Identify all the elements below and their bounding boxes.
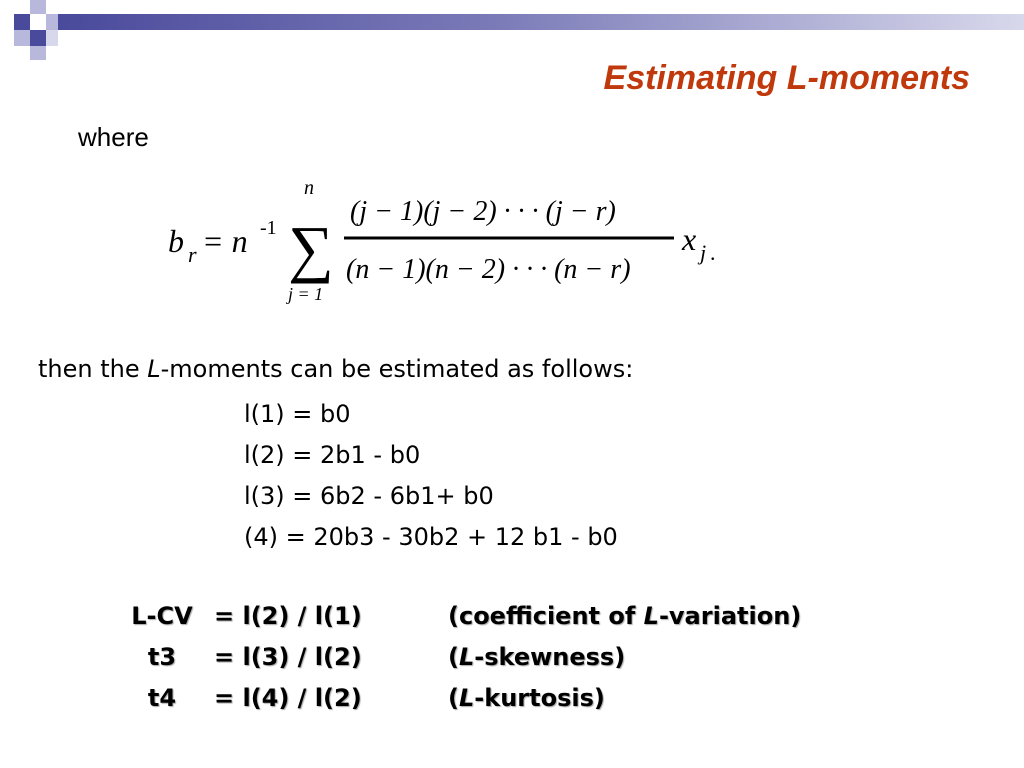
fraction-denominator: (n − 1)(n − 2) · · · (n − r) bbox=[346, 254, 631, 285]
decor-square bbox=[46, 14, 58, 30]
sum-upper-limit: n bbox=[304, 177, 314, 199]
br-formula bbox=[160, 176, 740, 316]
ratio-expression: = l(2) / l(1) bbox=[214, 602, 362, 630]
formula-x: x bbox=[682, 221, 697, 257]
ratio-expression: = l(4) / l(2) bbox=[214, 684, 362, 712]
ratio-name: L-CV bbox=[131, 602, 193, 630]
decor-square bbox=[30, 46, 46, 60]
header-gradient-bar bbox=[58, 14, 1024, 30]
intro-italic-l: L bbox=[147, 355, 161, 383]
formula-x-sub: j bbox=[700, 240, 707, 265]
decor-square bbox=[30, 30, 46, 46]
ratio-row-t4 bbox=[126, 678, 846, 719]
sum-symbol: ∑ bbox=[288, 213, 334, 284]
ratio-description: (coefficient of L-variation) bbox=[448, 602, 802, 630]
ratio-name: t4 bbox=[147, 684, 177, 712]
formula-period: . bbox=[710, 240, 716, 265]
ratio-row-t3 bbox=[126, 637, 846, 678]
formula-lhs: b bbox=[168, 223, 184, 259]
equation-l4: (4) = 20b3 - 30b2 + 12 b1 - b0 bbox=[244, 523, 618, 551]
where-label: where bbox=[78, 122, 149, 152]
intro-text-after: -moments can be estimated as follows: bbox=[160, 355, 634, 383]
formula-exponent: -1 bbox=[260, 217, 277, 239]
l-moment-equations bbox=[244, 394, 618, 558]
slide-title: Estimating L-moments bbox=[603, 59, 970, 97]
ratio-row-lcv bbox=[126, 596, 846, 637]
formula-lhs-sub: r bbox=[188, 242, 197, 267]
ratio-expression: = l(3) / l(2) bbox=[214, 643, 362, 671]
decor-square bbox=[14, 14, 30, 30]
l-moment-ratios bbox=[126, 596, 846, 719]
decor-square bbox=[46, 30, 58, 46]
ratio-name: t3 bbox=[147, 643, 177, 671]
equation-l2: l(2) = 2b1 - b0 bbox=[244, 441, 421, 469]
formula-eq-n: = n bbox=[202, 223, 248, 259]
decor-square bbox=[14, 30, 30, 46]
decor-square bbox=[30, 0, 46, 14]
sum-lower-limit: j = 1 bbox=[288, 284, 324, 304]
intro-line bbox=[38, 352, 633, 386]
intro-text-before: then the bbox=[38, 355, 148, 383]
equation-l1: l(1) = b0 bbox=[244, 400, 351, 428]
ratio-description: (L-kurtosis) bbox=[448, 684, 605, 712]
ratio-description: (L-skewness) bbox=[448, 643, 626, 671]
equation-l3: l(3) = 6b2 - 6b1+ b0 bbox=[244, 482, 494, 510]
fraction-numerator: (j − 1)(j − 2) · · · (j − r) bbox=[350, 196, 616, 227]
